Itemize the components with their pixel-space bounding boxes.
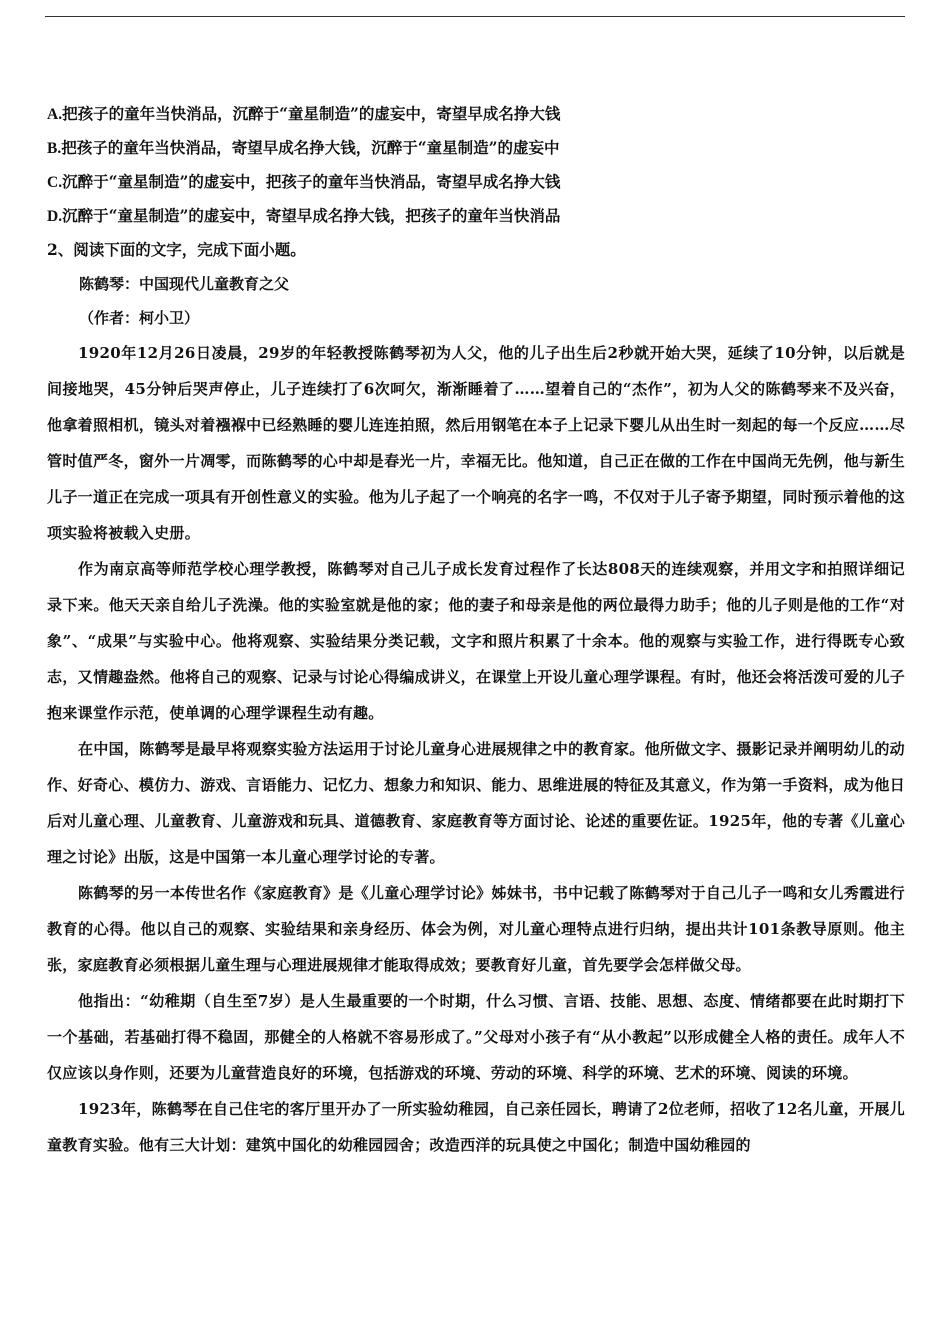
option-letter: D. (47, 208, 63, 225)
option-a (47, 97, 905, 131)
option-text: 把孩子的童年当快消品，寄望早成名挣大钱，沉醉于“童星制造”的虚妄中 (61, 138, 560, 157)
option-c (47, 165, 905, 199)
article-paragraph: 1920年12月26日凌晨，29岁的年轻教授陈鹤琴初为人父，他的儿子出生后2秒就开始大哭，延续了10分钟，以后就是间接地哭，45分钟后哭声停止，儿子连续打了6次呵欠，渐渐睡着了……望着自己的“杰作”，初为人父的陈鹤琴来不及兴奋，他拿着照相机，镜头对着襁褓中已经熟睡的婴儿连连拍照，然后用钢笔在本子上记录下婴儿从出生时一刻起的每一个反应……尽管时值严冬，窗外一片凋零，而陈鹤琴的心中却是春光一片，幸福无比。他知道，自己正在做的工作在中国尚无先例，他与新生儿子一道正在完成一项具有开创性意义的实验。他为儿子起了一个响亮的名字一鸣，不仅对于儿子寄予期望，同时预示着他的这项实验将被载入史册。 (47, 344, 905, 542)
option-text: 沉醉于“童星制造”的虚妄中，把孩子的童年当快消品，寄望早成名挣大钱 (62, 172, 561, 191)
article-paragraph: 在中国，陈鹤琴是最早将观察实验方法运用于讨论儿童身心进展规律之中的教育家。他所做文字、摄影记录并阐明幼儿的动作、好奇心、模仿力、游戏、言语能力、记忆力、想象力和知识、能力、思维进展的特征及其意义，作为第一手资料，成为他日后对儿童心理、儿童教育、儿童游戏和玩具、道德教育、家庭教育等方面讨论、论述的重要佐证。1925年，他的专著《儿童心理之讨论》出版，这是中国第一本儿童心理学讨论的专著。 (47, 740, 905, 866)
article-paragraph: 作为南京高等师范学校心理学教授，陈鹤琴对自己儿子成长发育过程作了长达808天的连续观察，并用文字和拍照详细记录下来。他天天亲自给儿子洗澡。他的实验室就是他的家；他的妻子和母亲是他的两位最得力助手；他的儿子则是他的工作“对象”、“成果”与实验中心。他将观察、实验结果分类记载，文字和照片积累了十余本。他的观察与实验工作，进行得既专心致志，又情趣盎然。他将自己的观察、记录与讨论心得编成讲义，在课堂上开设儿童心理学课程。有时，他还会将活泼可爱的儿子抱来课堂作示范，使单调的心理学课程生动有趣。 (47, 560, 905, 722)
option-text: 沉醉于“童星制造”的虚妄中，寄望早成名挣大钱，把孩子的童年当快消品 (62, 206, 561, 225)
article-title: 陈鹤琴：中国现代儿童教育之父 (79, 275, 290, 293)
option-letter: B. (47, 140, 62, 157)
question-prompt: 2、阅读下面的文字，完成下面小题。 (47, 240, 306, 259)
option-letter: A. (47, 106, 63, 123)
option-text: 把孩子的童年当快消品，沉醉于“童星制造”的虚妄中，寄望早成名挣大钱 (62, 104, 561, 123)
article-paragraph: 陈鹤琴的另一本传世名作《家庭教育》是《儿童心理学讨论》姊妹书，书中记载了陈鹤琴对于自己儿子一鸣和女儿秀霞进行教育的心得。他以自己的观察、实验结果和亲身经历、体会为例，对儿童心理特点进行归纳，提出共计101条教导原则。他主张，家庭教育必须根据儿童生理与心理进展规律才能取得成效；要教育好儿童，首先要学会怎样做父母。 (47, 884, 905, 974)
article-paragraph: 1923年，陈鹤琴在自己住宅的客厅里开办了一所实验幼稚园，自己亲任园长，聘请了2位老师，招收了12名儿童，开展儿童教育实验。他有三大计划：建筑中国化的幼稚园园舍；改造西洋的玩具使之中国化；制造中国幼稚园的 (47, 1100, 905, 1154)
article-paragraph: 他指出：“幼稚期（自生至7岁）是人生最重要的一个时期，什么习惯、言语、技能、思想、态度、情绪都要在此时期打下一个基础，若基础打得不稳固，那健全的人格就不容易形成了。”父母对小孩子有“从小教起”以形成健全人格的责任。成年人不仅应该以身作则，还要为儿童营造良好的环境，包括游戏的环境、劳动的环境、科学的环境、艺术的环境、阅读的环境。 (47, 992, 905, 1082)
header-rule (45, 16, 905, 17)
option-b (47, 131, 905, 165)
article-author: （作者：柯小卫） (79, 309, 200, 327)
option-letter: C. (47, 174, 63, 191)
option-d (47, 199, 905, 233)
document-body (47, 97, 905, 1163)
